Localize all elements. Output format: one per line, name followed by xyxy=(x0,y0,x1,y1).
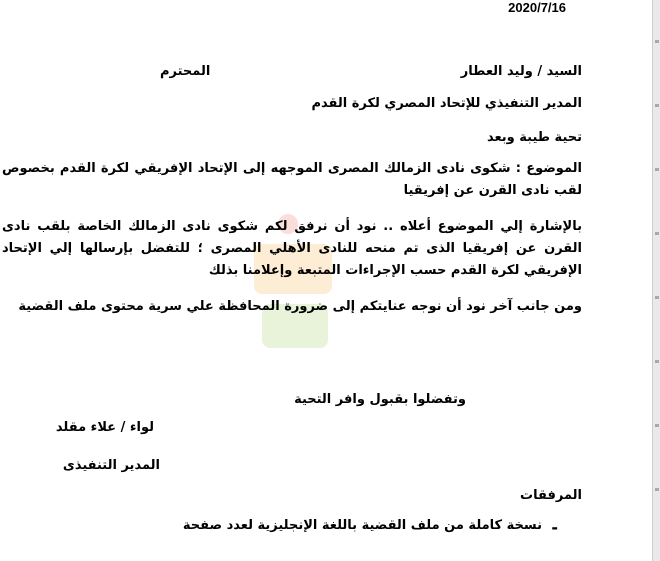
attachment-bullet: - xyxy=(551,518,558,537)
body-paragraph-2: ومن جانب آخر نود أن نوجه عنايتكم إلى ضرورة المحافظة علي سرية محتوى ملف القضية xyxy=(18,299,582,314)
recipient-name: السيد / وليد العطار xyxy=(460,64,582,79)
ruler-tick xyxy=(655,424,659,427)
closing-line: وتفضلوا بقبول وافر التحية xyxy=(294,392,466,407)
window-right-edge xyxy=(652,0,660,561)
signatory-name: لواء / علاء مقلد xyxy=(55,420,154,435)
greeting: تحية طيبة وبعد xyxy=(486,130,582,145)
ruler-tick xyxy=(655,488,659,491)
ruler-tick xyxy=(655,40,659,43)
signatory-title: المدير التنفيذى xyxy=(62,458,160,473)
recipient-respected: المحترم xyxy=(160,64,211,79)
ruler-tick xyxy=(655,296,659,299)
letter-date: 2020/7/16 xyxy=(508,0,566,15)
ruler-tick xyxy=(655,168,659,171)
recipient-title: المدير التنفيذي للإتحاد المصري لكرة القدم xyxy=(311,96,582,111)
subject-paragraph: الموضوع : شكوى نادى الزمالك المصرى الموجهه إلى الإتحاد الإفريقي لكرة القدم بخصوص لقب نادى القرن عن إفريقيا xyxy=(2,161,582,198)
attachment-item: نسخة كاملة من ملف القضية باللغة الإنجليزية لعدد صفحة xyxy=(182,518,542,533)
ruler-tick xyxy=(655,360,659,363)
ruler-tick xyxy=(655,104,659,107)
attachments-heading: المرفقات xyxy=(520,488,582,503)
ruler-tick xyxy=(655,232,659,235)
body-paragraph-1: بالإشارة إلي الموضوع أعلاه .. نود أن نرفق لكم شكوى نادى الزمالك الخاصة بلقب نادى القرن عن إفريقيا الذى تم منحه للنادى الأهلي المصرى ؛ للتفضل بإرسالها إلي الإتحاد الإفريقي لكرة القدم حسب الإجراءات المتبعة وإعلامنا بذلك xyxy=(2,219,582,278)
